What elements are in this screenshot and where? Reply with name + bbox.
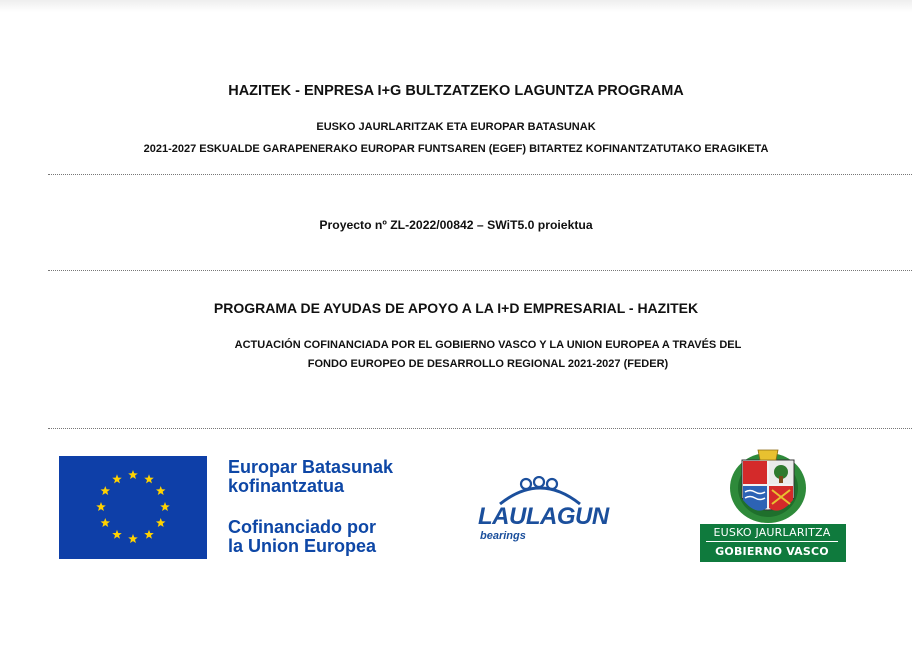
divider <box>48 428 912 429</box>
basque-coat-of-arms-icon <box>728 446 808 524</box>
eu-stars-icon <box>59 456 207 559</box>
banner-divider <box>706 541 838 542</box>
subtitle-basque-1: EUSKO JAURLARITZAK ETA EUROPAR BATASUNAK <box>316 121 596 133</box>
eu-cofunded-basque-2: kofinantzatua <box>228 476 345 496</box>
eu-star <box>156 486 166 495</box>
program-title-spanish: PROGRAMA DE AYUDAS DE APOYO A LA I+D EMPRESARIAL - HAZITEK <box>213 300 699 316</box>
eu-star <box>112 530 122 539</box>
eu-star <box>144 530 154 539</box>
program-title-basque: HAZITEK - ENPRESA I+G BULTZATZEKO LAGUNTZA PROGRAMA <box>228 83 684 99</box>
eu-cofunded-spanish-2: la Union Europea <box>228 536 377 556</box>
laulagun-logo-subtext: bearings <box>480 530 526 542</box>
eu-star <box>101 486 111 495</box>
eu-star <box>128 470 138 479</box>
eu-star <box>156 518 166 527</box>
project-number: Proyecto nº ZL-2022/00842 – SWiT5.0 proiektua <box>319 218 593 232</box>
subtitle-basque-2: 2021-2027 ESKUALDE GARAPENERAKO EUROPAR FUNTSAREN (EGEF) BITARTEZ KOFINANTZATUTAKO ERAGIKETA <box>143 143 769 155</box>
viewer-top-shadow <box>0 0 912 12</box>
divider <box>48 270 912 271</box>
gobierno-vasco-label: GOBIERNO VASCO <box>715 545 829 558</box>
eu-star <box>128 534 138 543</box>
eu-cofunded-basque-1: Europar Batasunak <box>228 457 394 477</box>
subtitle-spanish-2: FONDO EUROPEO DE DESARROLLO REGIONAL 2021-2027 (FEDER) <box>307 358 669 370</box>
eu-cofunded-spanish-1: Cofinanciado por <box>228 517 376 537</box>
eu-star <box>160 502 170 511</box>
eu-star <box>101 518 111 527</box>
eusko-jaurlaritza-label: EUSKO JAURLARITZA <box>713 526 831 539</box>
divider <box>48 174 912 175</box>
eu-star <box>144 474 154 483</box>
eu-star <box>112 474 122 483</box>
laulagun-logo-text: LAULAGUN <box>478 503 609 530</box>
eu-flag-logo <box>59 456 207 559</box>
eu-star <box>96 502 106 511</box>
subtitle-spanish-1: ACTUACIÓN COFINANCIADA POR EL GOBIERNO VASCO Y LA UNION EUROPEA A TRAVÉS DEL <box>234 339 742 351</box>
